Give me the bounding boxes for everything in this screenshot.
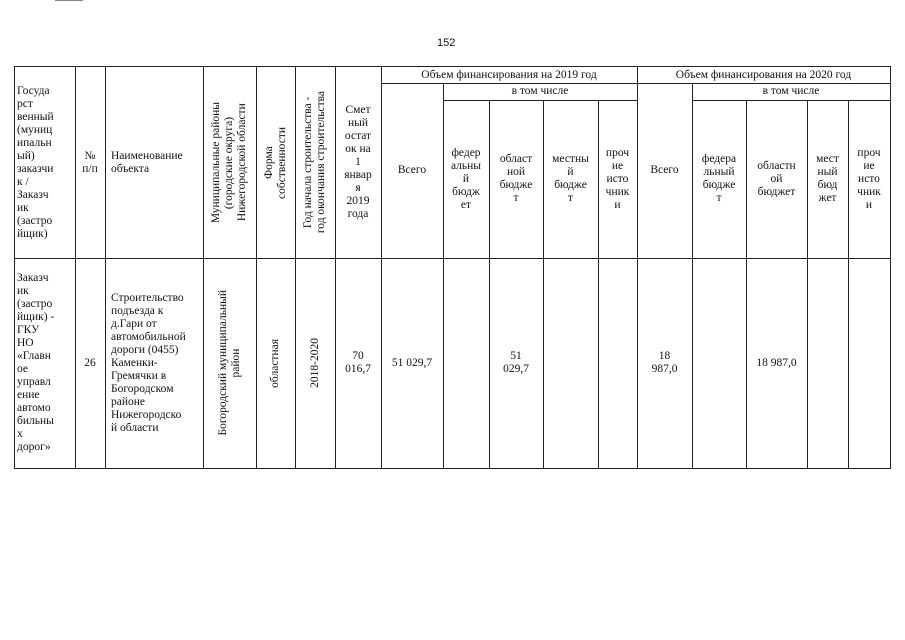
header-construction-years: Год начала строительства - год окончания строительства [295, 66, 336, 259]
row-other-2019 [598, 258, 638, 469]
header-customer: Госуда рст венный (муниц ипальн ый) заказчи к / Заказч ик (застро йщик) [14, 66, 76, 259]
row-local-2019 [543, 258, 599, 469]
row-years: 2018-2020 [295, 258, 336, 469]
row-total-2020: 18 987,0 [637, 258, 693, 469]
top-edge-line [55, 0, 83, 1]
header-estimate-balance: Смет ный остат ок на 1 январ я 2019 года [335, 66, 382, 259]
header-other-2020: проч ие исто чник и [848, 100, 891, 259]
row-regional-2019: 51 029,7 [489, 258, 544, 469]
row-district: Богородский муниципальный район [203, 258, 257, 469]
header-other-2019: проч ие исто чник и [598, 100, 638, 259]
row-other-2020 [848, 258, 891, 469]
header-local-2020: мест ный бюд жет [807, 100, 849, 259]
header-federal-2019: федер альны й бюдж ет [443, 100, 490, 259]
row-estimate-balance: 70 016,7 [335, 258, 382, 469]
header-including-2020: в том числе [692, 83, 891, 101]
header-including-2019: в том числе [443, 83, 638, 101]
row-regional-2020: 18 987,0 [746, 258, 808, 469]
row-local-2020 [807, 258, 849, 469]
header-total-2019: Всего [381, 83, 444, 259]
header-federal-2020: федера льный бюдже т [692, 100, 747, 259]
page-number: 152 [437, 37, 456, 49]
header-funding-2019: Объем финансирования на 2019 год [381, 66, 638, 84]
row-federal-2020 [692, 258, 747, 469]
header-regional-2020: областн ой бюджет [746, 100, 808, 259]
header-districts: Муниципальные районы (городские округа) Нижегородской области [203, 66, 257, 259]
header-total-2020: Всего [637, 83, 693, 259]
row-customer: Заказч ик (застро йщик) - ГКУ НО «Главн ое управл ение автомо бильны х дорог» [14, 258, 76, 469]
row-ownership: областная [256, 258, 296, 469]
row-federal-2019 [443, 258, 490, 469]
header-ownership: Форма собственности [256, 66, 296, 259]
row-number: 26 [75, 258, 106, 469]
row-total-2019: 51 029,7 [381, 258, 444, 469]
header-local-2019: местны й бюдже т [543, 100, 599, 259]
row-object-name: Строительство подъезда к д.Гари от автомобильной дороги (0455) Каменки- Гремячки в Богородском районе Нижегородско й области [105, 258, 204, 469]
header-regional-2019: област ной бюдже т [489, 100, 544, 259]
header-funding-2020: Объем финансирования на 2020 год [637, 66, 891, 84]
header-object-name: Наименование объекта [105, 66, 204, 259]
header-number: № п/п [75, 66, 106, 259]
